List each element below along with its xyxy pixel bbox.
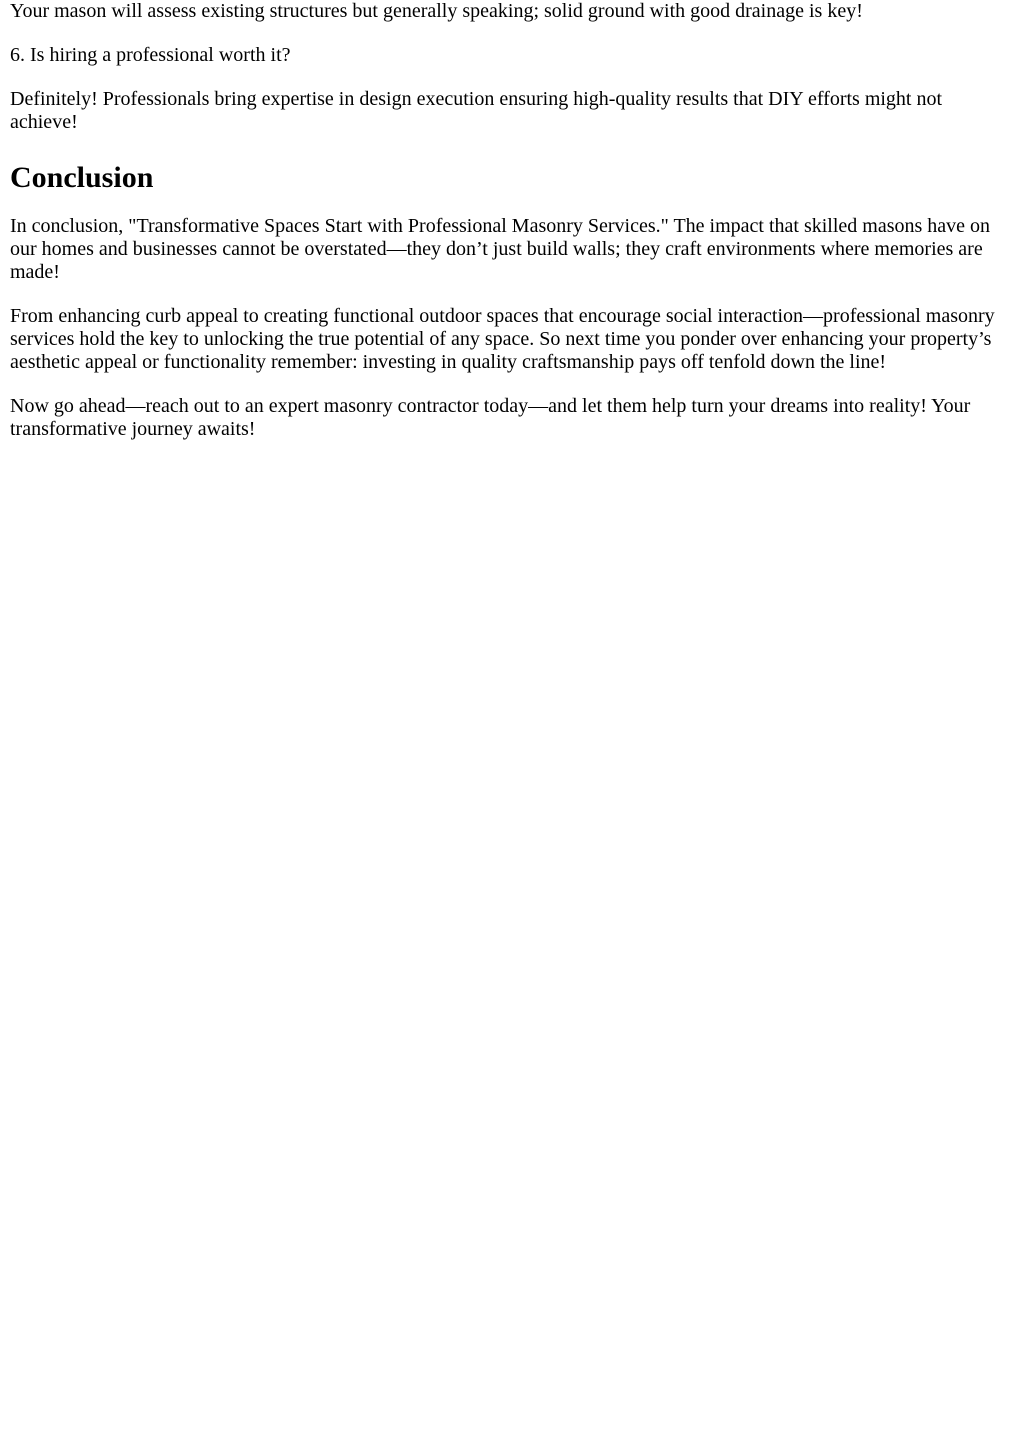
faq-answer-6: Definitely! Professionals bring expertise in design execution ensuring high-quality results that DIY efforts might not achieve!	[10, 88, 943, 133]
faq-question-6: 6. Is hiring a professional worth it?	[10, 44, 291, 66]
conclusion-paragraph: Now go ahead—reach out to an expert masonry contractor today—and let them help turn your dreams into reality! Your transformative journey awaits!	[10, 395, 971, 440]
conclusion-heading: Conclusion	[10, 161, 154, 194]
article-body	[0, 0, 1024, 441]
faq-answer-5: Your mason will assess existing structures but generally speaking; solid ground with good drainage is key!	[10, 0, 863, 22]
conclusion-paragraph: In conclusion, "Transformative Spaces Start with Professional Masonry Services." The impact that skilled masons have on our homes and businesses cannot be overstated—they don’t just build walls; they craft environments where memories are made!	[10, 215, 991, 283]
conclusion-paragraph: From enhancing curb appeal to creating functional outdoor spaces that encourage social interaction—professional masonry services hold the key to unlocking the true potential of any space. So next time you ponder over enhancing your property’s aesthetic appeal or functionality remember: investing in quality craftsmanship pays off tenfold down the line!	[10, 305, 995, 373]
